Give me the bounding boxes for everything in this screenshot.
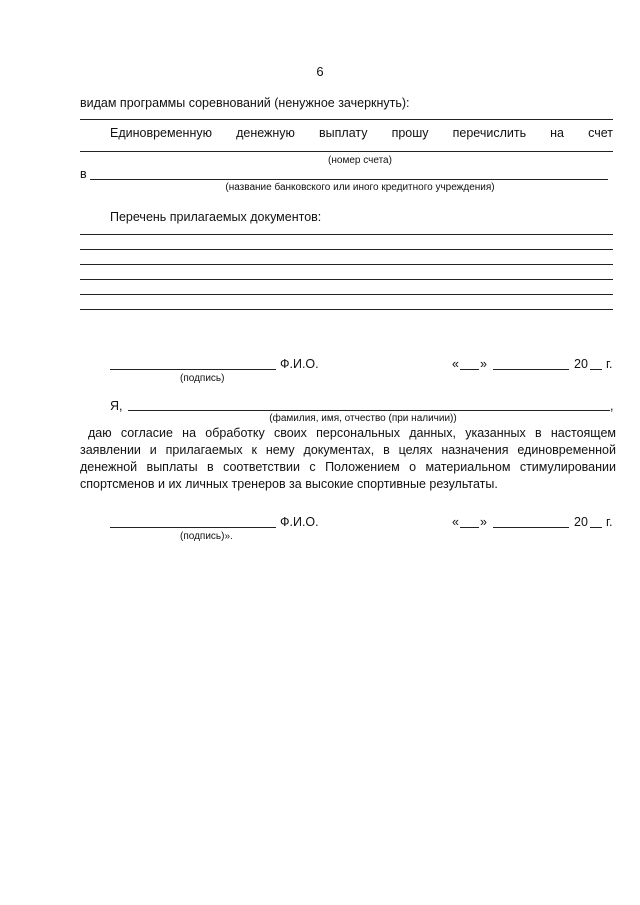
bank-prefix: в bbox=[80, 167, 87, 181]
account-number-line[interactable] bbox=[80, 151, 613, 152]
consent-prefix: Я, bbox=[110, 399, 123, 413]
payment-word: прошу bbox=[391, 126, 429, 140]
consent-paragraph bbox=[80, 425, 616, 493]
fio-label: Ф.И.О. bbox=[280, 515, 319, 529]
document-list-line[interactable] bbox=[80, 309, 613, 310]
signature-caption: (подпись) bbox=[180, 373, 225, 384]
payment-word: счет bbox=[588, 126, 613, 140]
date-open-quote: « bbox=[452, 357, 459, 371]
payment-word: на bbox=[550, 126, 565, 140]
page-number: 6 bbox=[316, 64, 324, 79]
year-suffix: г. bbox=[606, 357, 613, 371]
consent-line: денежной выплаты в соответствии с Положением о материальном стимулировании bbox=[80, 460, 616, 474]
signature-line[interactable] bbox=[110, 527, 276, 528]
intro-line: видам программы соревнований (ненужное зачеркнуть): bbox=[80, 96, 410, 110]
date-month-line[interactable] bbox=[493, 527, 569, 528]
payment-request-line bbox=[110, 126, 613, 140]
document-list-line[interactable] bbox=[80, 234, 613, 235]
year-prefix: 20 bbox=[574, 357, 588, 371]
date-open-quote: « bbox=[452, 515, 459, 529]
document-list-line[interactable] bbox=[80, 264, 613, 265]
date-close-quote: » bbox=[480, 515, 487, 529]
date-month-line[interactable] bbox=[493, 369, 569, 370]
document-list-line[interactable] bbox=[80, 294, 613, 295]
year-prefix: 20 bbox=[574, 515, 588, 529]
date-day-line[interactable] bbox=[460, 527, 479, 528]
year-suffix: г. bbox=[606, 515, 613, 529]
consent-line: заявлении и прилагаемых к нему документах, в целях назначения единовременной bbox=[80, 443, 616, 457]
full-name-caption: (фамилия, имя, отчество (при наличии)) bbox=[269, 413, 457, 424]
date-day-line[interactable] bbox=[460, 369, 479, 370]
consent-comma: , bbox=[610, 399, 614, 413]
year-line[interactable] bbox=[590, 527, 602, 528]
payment-word: выплату bbox=[319, 126, 368, 140]
consent-line: спортсменов и их личных тренеров за высокие спортивные результаты. bbox=[80, 477, 498, 491]
consent-line: даю согласие на обработку своих персональных данных, указанных в настоящем bbox=[88, 426, 616, 440]
account-caption: (номер счета) bbox=[328, 155, 392, 166]
payment-word: Единовременную bbox=[110, 126, 212, 140]
intro-underline bbox=[80, 119, 613, 120]
fio-label: Ф.И.О. bbox=[280, 357, 319, 371]
documents-heading: Перечень прилагаемых документов: bbox=[110, 210, 322, 224]
date-close-quote: » bbox=[480, 357, 487, 371]
bank-caption: (название банковского или иного кредитного учреждения) bbox=[225, 182, 495, 193]
document-list-line[interactable] bbox=[80, 279, 613, 280]
year-line[interactable] bbox=[590, 369, 602, 370]
document-list-line[interactable] bbox=[80, 249, 613, 250]
signature-caption: (подпись)». bbox=[180, 531, 233, 542]
payment-word: перечислить bbox=[452, 126, 527, 140]
payment-word: денежную bbox=[236, 126, 295, 140]
bank-name-line[interactable] bbox=[90, 179, 608, 180]
full-name-line[interactable] bbox=[128, 410, 610, 411]
signature-line[interactable] bbox=[110, 369, 276, 370]
